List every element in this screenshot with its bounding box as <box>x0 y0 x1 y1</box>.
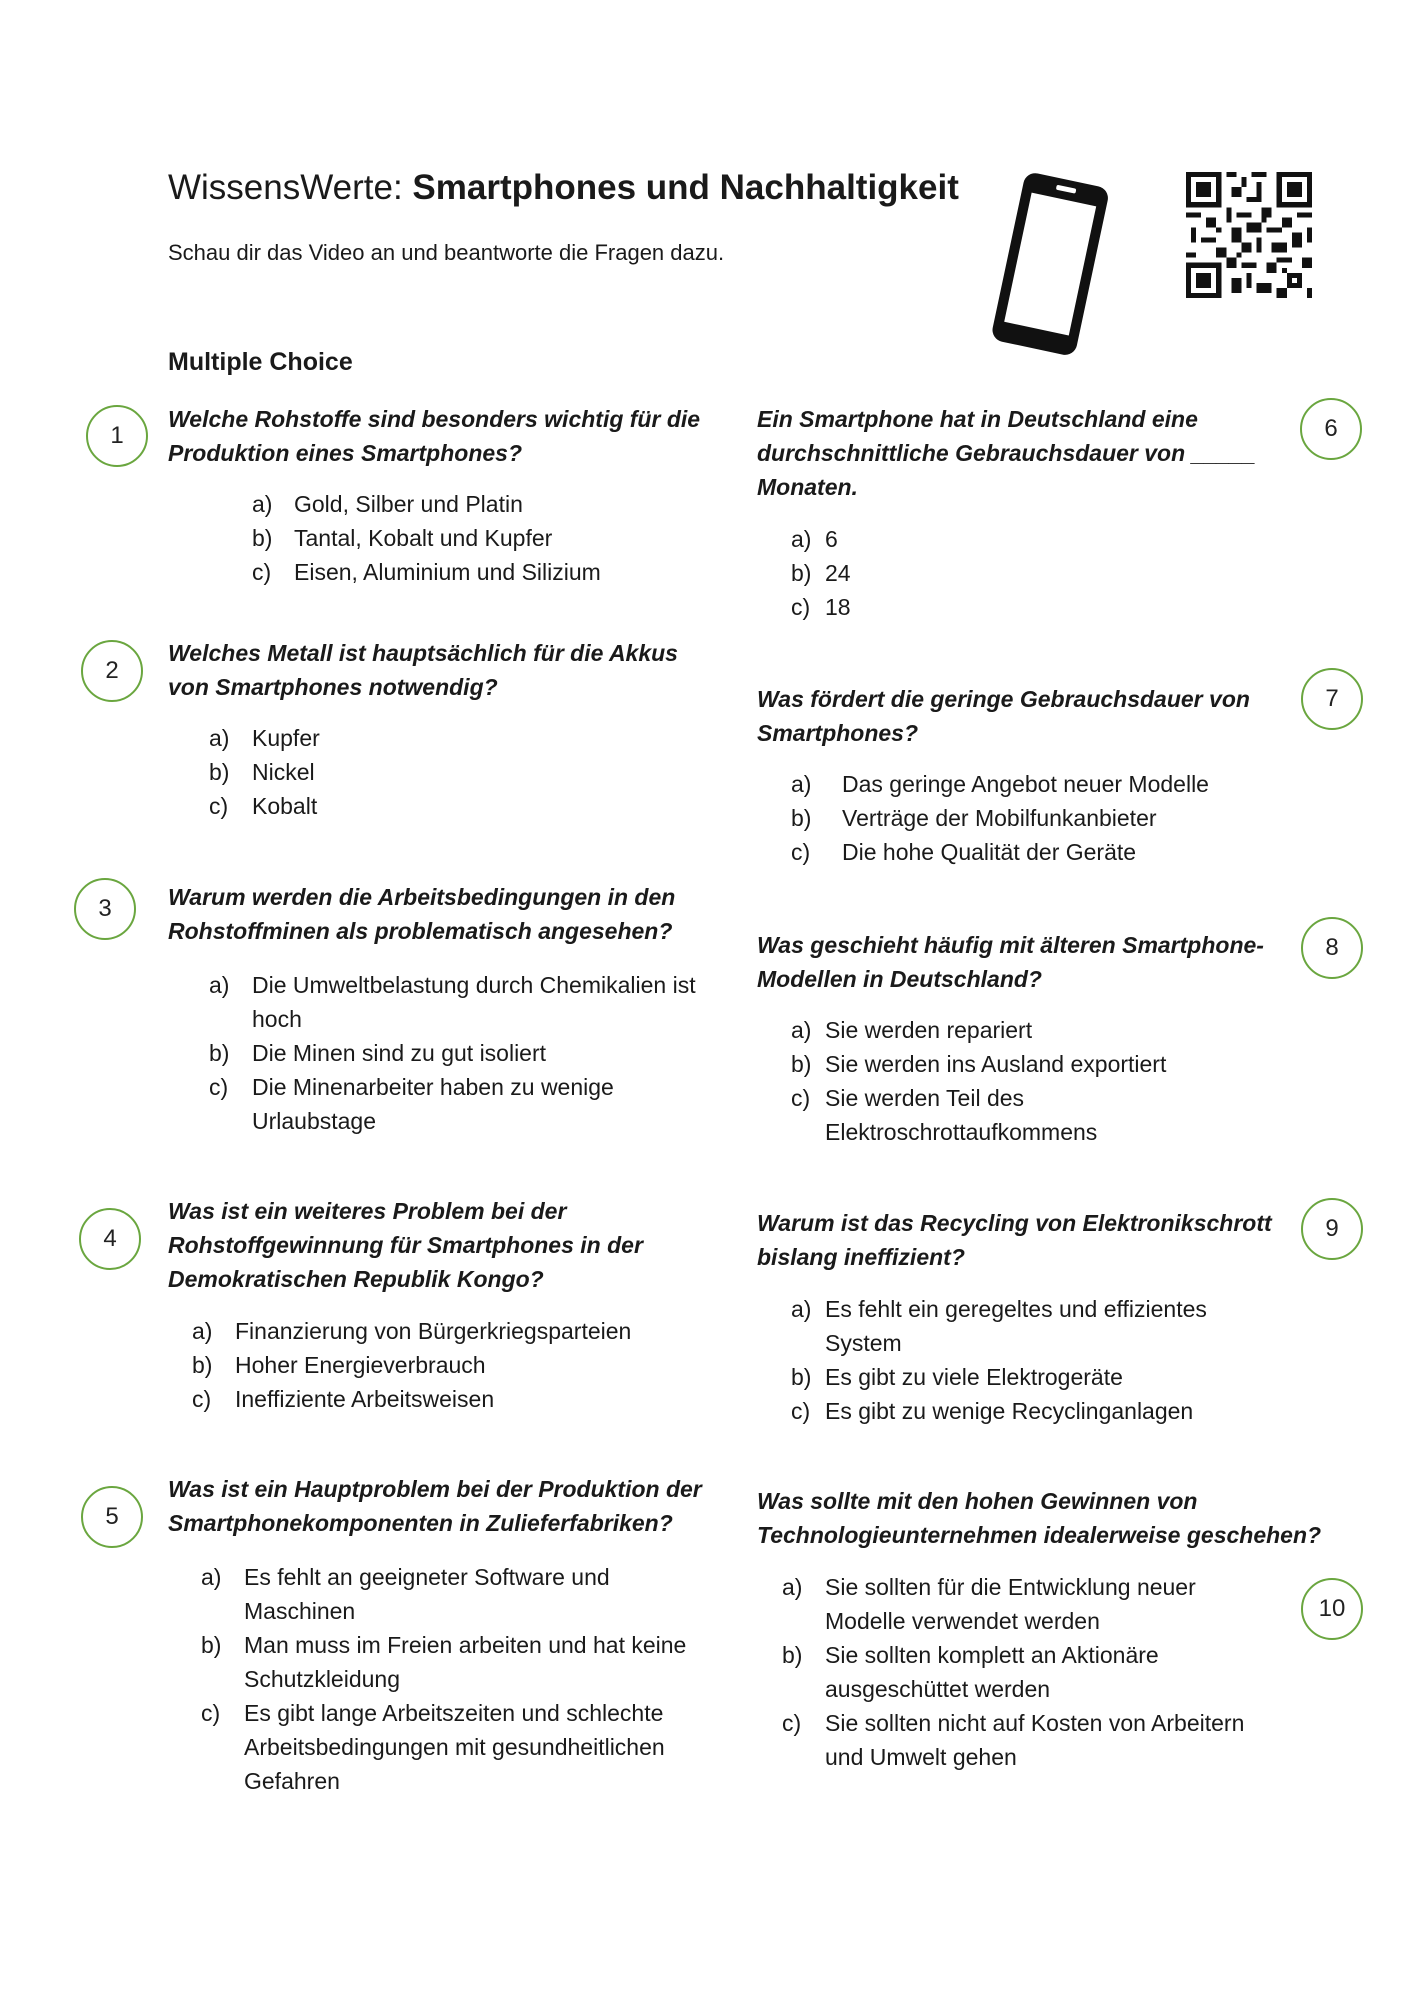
option[interactable]: a) Es fehlt an geeigneter Software und Maschinen <box>201 1564 610 1624</box>
option[interactable]: a) Finanzierung von Bürgerkriegsparteien <box>192 1318 632 1344</box>
option[interactable]: b) Sie werden ins Ausland exportiert <box>791 1051 1167 1077</box>
option[interactable]: c) Die Minenarbeiter haben zu wenige Urlaubstage <box>209 1074 614 1134</box>
option[interactable]: c) Eisen, Aluminium und Silizium <box>252 559 601 585</box>
instructions: Schau dir das Video an und beantworte die Fragen dazu. <box>168 240 725 265</box>
option[interactable]: b) Die Minen sind zu gut isoliert <box>209 1040 547 1066</box>
option[interactable]: a) Sie werden repariert <box>791 1017 1033 1043</box>
question-number-badge: 10 <box>1301 1578 1363 1640</box>
option[interactable]: a) Sie sollten für die Entwicklung neuer Modelle verwendet werden <box>782 1574 1196 1634</box>
options-list <box>791 1292 1271 1428</box>
title-topic: Smartphones und Nachhaltigkeit <box>412 168 959 207</box>
options-list <box>791 767 1291 869</box>
option[interactable]: c) Es gibt zu wenige Recyclinganlagen <box>791 1398 1194 1424</box>
question-number-badge: 2 <box>81 640 143 702</box>
qr-code-icon <box>1186 172 1312 298</box>
option[interactable]: a) Kupfer <box>209 725 320 751</box>
option[interactable]: c) Die hohe Qualität der Geräte <box>791 839 1137 865</box>
option[interactable]: b) Nickel <box>209 759 315 785</box>
option[interactable]: b) 24 <box>791 560 851 586</box>
question-text: Warum werden die Arbeitsbedingungen in den Rohstoffminen als problematisch angesehen? <box>168 884 676 944</box>
option[interactable]: a) Gold, Silber und Platin <box>252 491 523 517</box>
options-list <box>791 1013 1271 1149</box>
options-list <box>201 1560 721 1798</box>
option[interactable]: a) Die Umweltbelastung durch Chemikalien ist hoch <box>209 972 696 1032</box>
options-list <box>252 487 712 589</box>
option[interactable]: c) Kobalt <box>209 793 318 819</box>
options-list <box>209 721 709 823</box>
option[interactable]: c) 18 <box>791 594 851 620</box>
question-number-badge: 8 <box>1301 917 1363 979</box>
option[interactable]: c) Sie sollten nicht auf Kosten von Arbeitern und Umwelt gehen <box>782 1710 1245 1770</box>
question-number-badge: 6 <box>1300 398 1362 460</box>
question-text: Ein Smartphone hat in Deutschland eine durchschnittliche Gebrauchsdauer von _____ Monaten. <box>757 406 1256 500</box>
option[interactable]: c) Es gibt lange Arbeitszeiten und schlechte Arbeitsbedingungen mit gesundheitlichen Gefahren <box>201 1700 665 1794</box>
option[interactable]: b) Es gibt zu viele Elektrogeräte <box>791 1364 1123 1390</box>
question-number-badge: 7 <box>1301 668 1363 730</box>
options-list <box>209 968 709 1138</box>
option[interactable]: b) Man muss im Freien arbeiten und hat keine Schutzkleidung <box>201 1632 687 1692</box>
question-text: Warum ist das Recycling von Elektronikschrott bislang ineffizient? <box>757 1210 1272 1270</box>
question-number-badge: 4 <box>79 1208 141 1270</box>
option[interactable]: b) Tantal, Kobalt und Kupfer <box>252 525 553 551</box>
question-text: Welches Metall ist hauptsächlich für die Akkus von Smartphones notwendig? <box>168 640 678 700</box>
options-list <box>791 522 1231 624</box>
option[interactable]: a) Das geringe Angebot neuer Modelle <box>791 771 1209 797</box>
option[interactable]: a) Es fehlt ein geregeltes und effizientes System <box>791 1296 1207 1356</box>
question-number-badge: 9 <box>1301 1198 1363 1260</box>
option[interactable]: b) Sie sollten komplett an Aktionäre ausgeschüttet werden <box>782 1642 1159 1702</box>
question-text: Was ist ein Hauptproblem bei der Produktion der Smartphonekomponenten in Zulieferfabriken? <box>168 1476 702 1536</box>
question-text: Was sollte mit den hohen Gewinnen von Technologieunternehmen idealerweise geschehen? <box>757 1488 1322 1548</box>
question-text: Was geschieht häufig mit älteren Smartphone-Modellen in Deutschland? <box>757 932 1264 992</box>
question-text: Was ist ein weiteres Problem bei der Rohstoffgewinnung für Smartphones in der Demokratischen Republik Kongo? <box>168 1198 643 1292</box>
page-title <box>168 168 959 208</box>
option[interactable]: b) Hoher Energieverbrauch <box>192 1352 486 1378</box>
section-heading: Multiple Choice <box>168 348 353 376</box>
question-text: Welche Rohstoffe sind besonders wichtig für die Produktion eines Smartphones? <box>168 406 701 466</box>
option[interactable]: a) 6 <box>791 526 838 552</box>
option[interactable]: b) Verträge der Mobilfunkanbieter <box>791 805 1157 831</box>
question-text: Was fördert die geringe Gebrauchsdauer von Smartphones? <box>757 686 1250 746</box>
title-prefix: WissensWerte: <box>168 168 413 207</box>
question-number-badge: 3 <box>74 878 136 940</box>
question-number-badge: 1 <box>86 405 148 467</box>
options-list <box>192 1314 712 1416</box>
option[interactable]: c) Ineffiziente Arbeitsweisen <box>192 1386 495 1412</box>
option[interactable]: c) Sie werden Teil des Elektroschrottaufkommens <box>791 1085 1098 1145</box>
question-number-badge: 5 <box>81 1486 143 1548</box>
smartphone-icon <box>985 170 1115 360</box>
options-list <box>782 1570 1282 1774</box>
